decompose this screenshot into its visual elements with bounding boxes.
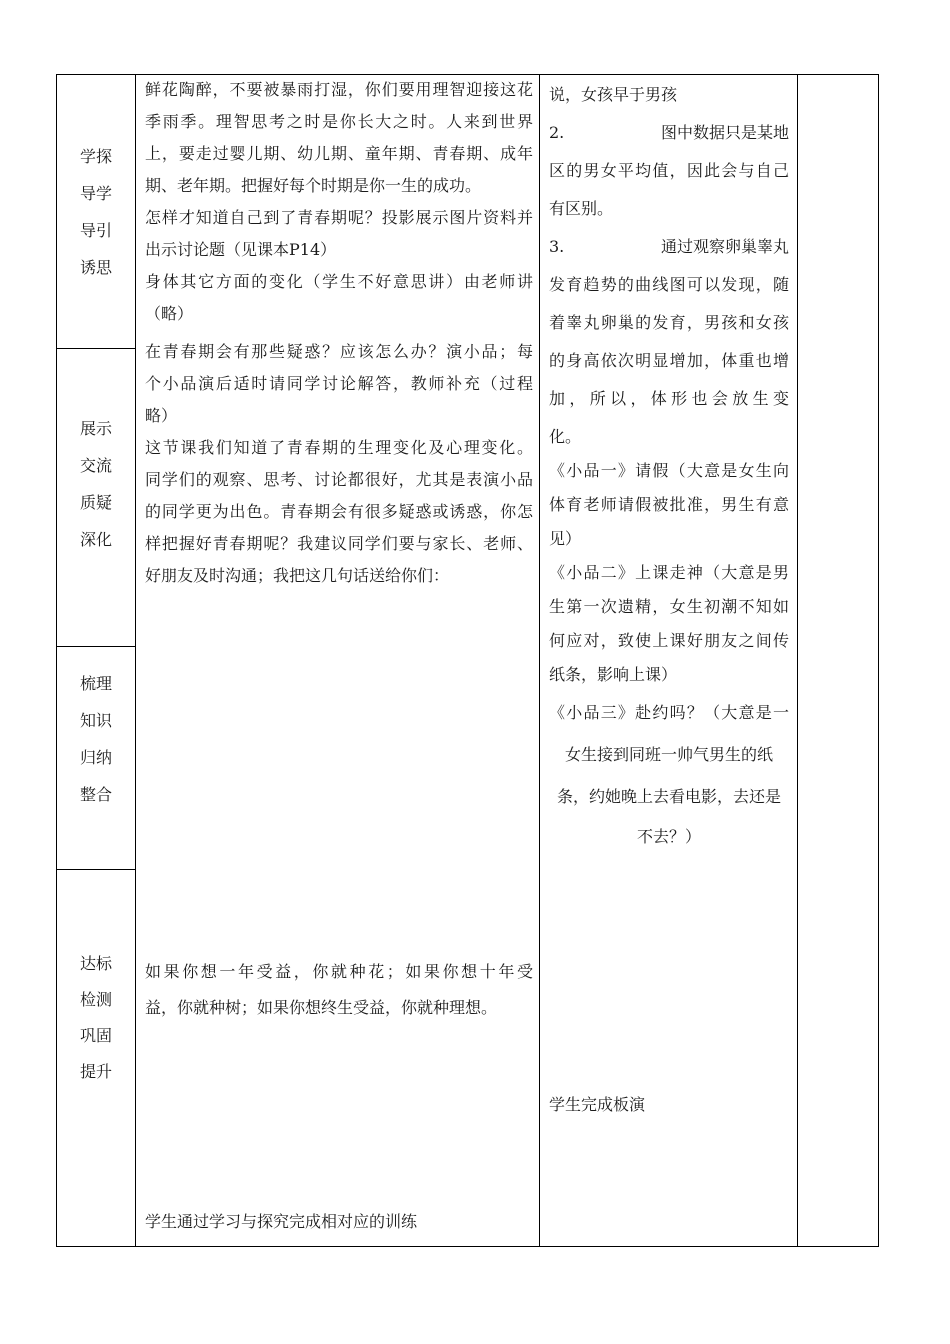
text-line: 益，你就种树；如果你想终生受益，你就种理想。 — [145, 998, 498, 1017]
item-number: 2. — [549, 123, 565, 142]
teacher-activity-text — [145, 74, 533, 592]
text-line: 样把握好青春期呢？我建议同学们要与家长、老师、 — [145, 534, 533, 553]
stage-label-line: 检测 — [80, 990, 113, 1009]
text-line: 略） — [145, 406, 178, 425]
text-line: 体育老师请假被批准，男生有意 — [549, 495, 789, 514]
text-line: 生第一次遗精，女生初潮不知如 — [549, 597, 789, 616]
text-line: 如果你想一年受益，你就种花；如果你想十年受 — [145, 962, 533, 981]
text-line: 期、老年期。把握好每个时期是你一生的成功。 — [145, 176, 482, 195]
item-number: 3. — [549, 237, 565, 256]
stage-label-line: 达标 — [80, 954, 113, 973]
text-line: 好朋友及时沟通；我把这几句话送给你们： — [145, 566, 450, 585]
text-line: 《小品二》上课走神（大意是男 — [549, 563, 789, 582]
text-line: 这节课我们知道了青春期的生理变化及心理变化。 — [145, 438, 533, 457]
text-line: 《小品三》赴约吗？（大意是一 — [549, 703, 789, 722]
text-line: 发育趋势的曲线图可以发现，随 — [549, 275, 789, 294]
stage-label-line: 导学 — [80, 183, 113, 203]
stage-label-line: 整合 — [80, 785, 113, 804]
text-line: 何应对，致使上课好朋友之间传 — [549, 631, 789, 650]
stage-label — [80, 410, 112, 558]
stage-cell-explore — [57, 75, 135, 348]
text-line: 化。 — [549, 427, 582, 446]
table-border-bottom — [56, 1246, 879, 1247]
stage-label-line: 归纳 — [80, 748, 113, 767]
training-text — [145, 1206, 533, 1238]
stage-cell-assess — [57, 870, 135, 1246]
text-line: 个小品演后适时请同学讨论解答，教师补充（过程 — [145, 374, 533, 393]
stage-label-line: 深化 — [80, 529, 113, 549]
text-line: 学生完成板演 — [549, 1095, 646, 1114]
text-line: 季雨季。理智思考之时是你长大之时。人来到世界 — [145, 112, 533, 131]
text-line: 女生接到同班一帅气男生的纸 — [564, 745, 773, 764]
stage-label-line: 诱思 — [80, 257, 113, 277]
text-line: 《小品一》请假（大意是女生向 — [549, 461, 789, 480]
table-divider-1 — [135, 74, 136, 1246]
stage-label-line: 提升 — [80, 1062, 113, 1081]
text-line: 上，要走过婴儿期、幼儿期、童年期、青春期、成年 — [145, 144, 533, 163]
text-line: 在青春期会有那些疑惑？应该怎么办？演小品；每 — [145, 342, 533, 361]
text-line: 怎样才知道自己到了青春期呢？投影展示图片资料并 — [145, 208, 533, 227]
text-line: 有区别。 — [549, 199, 614, 218]
stage-label-line: 质疑 — [80, 492, 113, 512]
text-line: 的身高依次明显增加，体重也增 — [549, 351, 789, 370]
stage-label — [80, 665, 112, 813]
stage-label-line: 知识 — [80, 711, 113, 730]
text-line: 学生通过学习与探究完成相对应的训练 — [145, 1212, 418, 1231]
text-line: 区的男女平均值，因此会与自己 — [549, 161, 789, 180]
numbered-line — [549, 230, 789, 264]
stage-label-line: 巩固 — [80, 1026, 113, 1045]
text-line: 同学们的观察、思考、讨论都很好，尤其是表演小品 — [145, 470, 533, 489]
text-line: 的同学更为出色。青春期会有很多疑惑或诱惑，你怎 — [145, 502, 533, 521]
text-line: 说，女孩早于男孩 — [549, 85, 678, 104]
stage-label-line: 导引 — [80, 220, 113, 240]
motto-text — [145, 954, 533, 1026]
text-line: （略） — [145, 304, 194, 323]
table-border-right — [878, 74, 879, 1246]
stage-label-line: 交流 — [80, 455, 113, 475]
stage-label — [80, 138, 112, 286]
stage-cell-exchange — [57, 349, 135, 646]
student-activity-text — [549, 78, 789, 854]
table-divider-3 — [797, 74, 798, 1246]
text-line: 纸条，影响上课） — [549, 665, 678, 684]
item-text: 通过观察卵巢睾丸 — [660, 237, 789, 256]
text-line: 加，所以，体形也会放生变 — [549, 389, 789, 408]
text-line: 见） — [549, 529, 582, 548]
stage-label — [80, 946, 112, 1090]
stage-label-line: 学探 — [80, 146, 113, 166]
table-divider-2 — [539, 74, 540, 1246]
text-line: 着睾丸卵巢的发育，男孩和女孩 — [549, 313, 789, 332]
stage-label-line: 梳理 — [80, 674, 113, 693]
item-text: 图中数据只是某地 — [660, 123, 789, 142]
text-line: 不去？） — [636, 827, 701, 846]
text-line: 鲜花陶醉，不要被暴雨打湿，你们要用理智迎接这花 — [145, 80, 533, 99]
text-line: 出示讨论题（见课本P14） — [145, 240, 337, 259]
stage-label-line: 展示 — [80, 418, 113, 438]
numbered-line — [549, 116, 789, 150]
board-work-text — [549, 1088, 789, 1122]
stage-cell-summarize — [57, 647, 135, 869]
text-line: 条，约她晚上去看电影，去还是 — [556, 787, 781, 806]
text-line: 身体其它方面的变化（学生不好意思讲）由老师讲 — [145, 272, 533, 291]
